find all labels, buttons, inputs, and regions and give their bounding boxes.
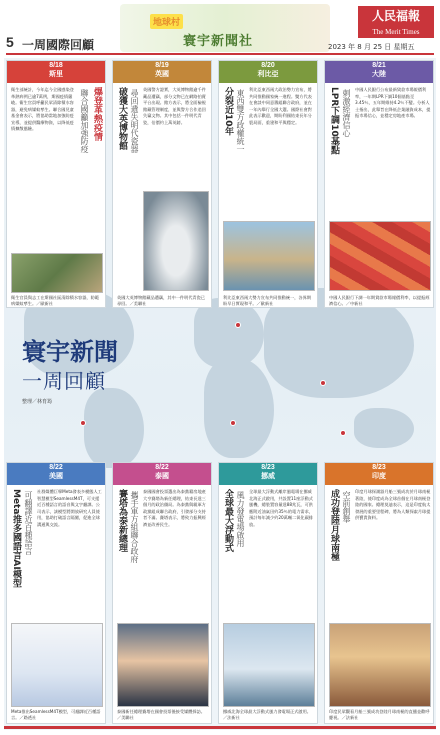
card-caption: 印度民眾觀看月船三號成功登陸月球南極的直播並歡呼慶祝。／法新社 (329, 709, 430, 720)
card-location: 利比亞 (257, 70, 279, 78)
continent-africa (204, 358, 274, 458)
news-card-thailand (112, 462, 212, 724)
card-photo (223, 221, 315, 291)
card-location: 泰國 (155, 472, 169, 480)
news-card-india (324, 462, 434, 724)
card-caption: 泰國新任總理賽塔在國會投票後接受媒體採訪。／美聯社 (117, 709, 205, 720)
news-card-usa (6, 462, 106, 724)
card-date: 8/19 (155, 62, 169, 69)
card-tab (219, 61, 317, 83)
card-body: 利比亞東西兩大政治勢力宣布，將共同推動國家統一進程。雙方代表在會談中同意籌組聯合政府，並在一年內舉行全國大選。國際社會對此表示歡迎，期盼利國結束長年分裂局面，重建和平與穩定。 (249, 87, 312, 125)
card-tab (7, 61, 105, 83)
news-card-libya (218, 60, 318, 308)
card-headline: 賽塔為泰新總理 (117, 489, 127, 552)
news-card-sri-lanka (6, 60, 106, 308)
card-body: 英國警方證實，大英博物館逾千件藏品遭竊，部分文物已在網路拍賣平台出現。館方表示，將全面檢視館藏管理制度，並與警方合作追回失竊文物。其中包括一件明代青瓷，估價約上萬英鎊。 (143, 87, 206, 125)
card-subhead: 風力發電場啟用 (236, 491, 245, 547)
card-location: 印度 (372, 472, 386, 480)
card-photo (223, 623, 315, 707)
card-location: 英國 (155, 70, 169, 78)
card-location: 斯里 (49, 70, 63, 78)
card-date: 8/23 (261, 464, 275, 471)
card-location: 挪威 (261, 472, 275, 480)
card-tab (325, 463, 433, 485)
card-date: 8/20 (261, 62, 275, 69)
card-caption: 衛生官員與志工在斯國社區清除積水容器，防範病媒蚊孳生。／歐新社 (11, 295, 99, 306)
card-photo (117, 623, 209, 707)
card-subhead: 攜手軍方組聯合政府 (130, 491, 139, 563)
card-date: 8/23 (372, 464, 386, 471)
map-pin-usa (80, 420, 86, 426)
continent-australia (354, 408, 414, 448)
card-photo (329, 221, 431, 291)
card-location: 大陸 (372, 70, 386, 78)
card-date: 8/22 (49, 464, 63, 471)
card-headline: LPR下調10基點 (329, 87, 339, 155)
card-body: 泰國國會投票選出為泰黨籍房地產大亨賽塔為新任總理，結束長達三個月的政治僵局。為泰黨與親軍方政黨組成聯合政府，引發部分支持者不滿。賽塔表示，將致力振興經濟並改善民生。 (143, 489, 206, 527)
card-date: 8/22 (155, 464, 169, 471)
card-date: 8/18 (49, 62, 63, 69)
card-subhead: 空前創舉 (342, 491, 351, 523)
issue-date: 2023 年 8 月 25 日 星期五 (328, 43, 415, 51)
card-caption: Meta推出SeamlessM4T模型，可翻譯近百種語言。／路透社 (11, 709, 101, 720)
card-photo (329, 623, 431, 707)
card-caption: 中國人民銀行下調一年期貸款市場報價利率，以提振經濟信心。／中新社 (329, 295, 430, 306)
card-headline: Meta推多國語言AI模型 (11, 489, 21, 588)
card-subhead: 可翻譯近百種語言 (24, 491, 33, 555)
news-card-china (324, 60, 434, 308)
card-subhead: 刺激經濟信心 (342, 89, 351, 137)
map-pin-india (340, 430, 346, 436)
card-headline: 爆登革熱疫情 (92, 87, 102, 141)
news-card-norway (218, 462, 318, 724)
card-tab (113, 61, 211, 83)
continent-south-america (84, 388, 144, 468)
card-headline: 全球最大浮動式 (223, 489, 233, 552)
card-body: 印度月球探測器月船三號成功於月球南極著陸，使印度成為全球首個在月球南極登陸的國家。總理莫迪表示，這是印度航太發展的重要里程碑，將為人類探索月球提供寶貴資料。 (355, 489, 431, 520)
card-tab (7, 463, 105, 485)
news-card-uk (112, 60, 212, 308)
card-tab (325, 61, 433, 83)
header-rule (6, 53, 434, 55)
card-headline: 破獲大英博物館 (117, 87, 127, 150)
card-body: 衛生部統計，今年迄今全國感染登革熱病例已逾7萬例，斯國疫情嚴峻。衛生官員呼籲民眾清除積水容器，避免病媒蚊孳生。聯合國兒童基金會表示，將協助當地加強防疫宣導，並提供醫療物資，以降低疫情擴散風險。 (11, 87, 74, 131)
card-caption: 利比亞東西兩大勢力宣布共同推動統一，各界期盼早日實現和平。／歐新社 (223, 295, 311, 306)
card-photo (11, 623, 103, 707)
map-pin-thailand (320, 380, 326, 386)
card-caption: 英國大英博物館藏品遭竊，其中一件明代青瓷已尋回。／美聯社 (117, 295, 205, 306)
card-date: 8/21 (372, 62, 386, 69)
card-headline: 成功登陸月球南極 (329, 489, 339, 561)
card-tab (113, 463, 211, 485)
card-body: 中國人民銀行公布最新貸款市場報價利率，一年期LPR下調10個基點至3.45％，五年期維持4.2％不變。分析人士指出，此舉旨在降低企業融資成本，提振市場信心，並穩定房地產市場。 (355, 87, 431, 118)
card-body: 全球最大浮動式離岸風電場在挪威北海正式啟用，共設置11座浮動式風機，總裝置容量達88兆瓦，可供應附近油氣田約35％的電力需求，預計每年減少約20萬噸二氧化碳排放。 (249, 489, 313, 527)
card-body: 社群媒體巨擘Meta發表多模態人工智慧模型SeamlessM4T，可支援近百種語言的語音與文字翻譯。公司表示，該模型將開放研究人員使用，協助打破語言隔閡，促進全球溝通與交流。 (37, 489, 102, 527)
map-pin-libya (235, 322, 241, 328)
card-photo (143, 191, 209, 291)
card-headline: 分裂近10年 (223, 87, 233, 136)
feature-subtitle: 一周回顧 (22, 369, 106, 393)
newspaper-logo: 人民福報 (358, 6, 434, 26)
masthead-subtitle: 地球村 (150, 14, 183, 29)
section-title: 一周國際回顧 (22, 38, 95, 52)
map-pin-norway (230, 420, 236, 426)
footer-rule (4, 726, 436, 729)
feature-editor: 整理／林育筠 (22, 399, 53, 405)
feature-title: 寰宇新聞 (22, 337, 118, 366)
card-photo (11, 253, 103, 293)
card-subhead: 東西雙方政權統一 (236, 89, 245, 153)
newspaper-logo-en: The Merit Times (358, 26, 434, 38)
card-subhead: 尋回遺失明代瓷器 (130, 89, 139, 153)
card-location: 美國 (49, 472, 63, 480)
card-caption: 挪威北海全球最大浮動式風力發電場正式啟用。／法新社 (223, 709, 311, 720)
page-number: 5 (6, 34, 14, 50)
card-subhead: 聯合國籲加強防疫 (80, 89, 89, 153)
masthead-title: 寰宇新聞社 (183, 34, 254, 49)
card-tab (219, 463, 317, 485)
